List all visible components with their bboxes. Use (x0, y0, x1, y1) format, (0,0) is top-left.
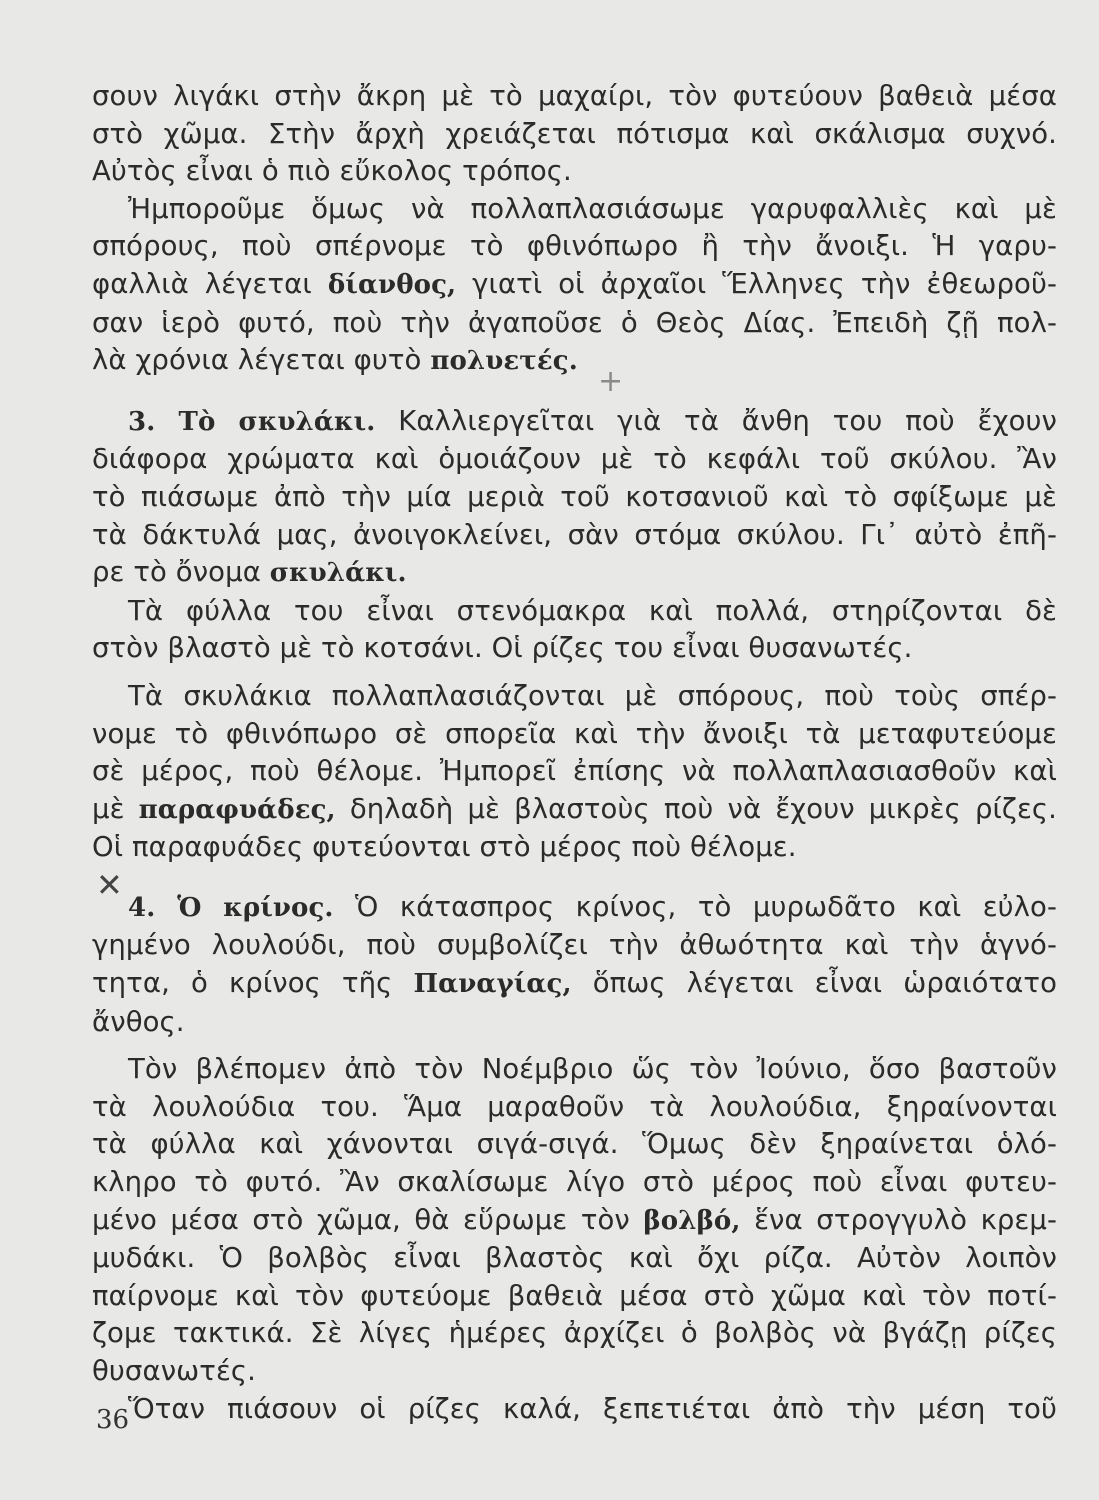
text-line: στὸ χῶμα. Στὴν ἄρχὴ χρειάζεται πότισμα καὶ σκάλισμα συχνό. (92, 117, 1057, 150)
text-line: ἄνθος. (92, 1005, 185, 1038)
text-line: σαν ἱερὸ φυτό, ποὺ τὴν ἀγαποῦσε ὁ Θεὸς Δίας. Ἐπειδὴ ζῇ πολ- (92, 306, 1057, 339)
text-segment: λὰ χρόνια λέγεται φυτὸ (92, 344, 422, 377)
bold-term: δίανθος, (327, 269, 457, 300)
text-line (92, 1202, 1057, 1241)
text-segment: δηλαδὴ μὲ βλαστοὺς ποὺ νὰ ἔχουν μικρὲς ρίζες. (349, 792, 1058, 825)
text-line: παίρνομε καὶ τὸν φυτεύομε βαθειὰ μέσα στὸ χῶμα καὶ τὸν ποτί- (92, 1279, 1057, 1312)
text-line: γημένο λουλούδι, ποὺ συμβολίζει τὴν ἀθωότητα καὶ τὴν ἁγνό- (92, 929, 1057, 962)
text-line (92, 889, 1057, 928)
text-line: τὰ φύλλα καὶ χάνονται σιγά-σιγά. Ὅμως δὲν ξηραίνεται ὁλό- (92, 1128, 1057, 1161)
bold-term: Παναγίας, (413, 969, 572, 1000)
text-line: μυδάκι. Ὁ βολβὸς εἶναι βλαστὸς καὶ ὄχι ρίζα. Αὐτὸν λοιπὸν (92, 1242, 1057, 1275)
bold-term: πολυετές. (430, 346, 578, 377)
text-line: τὰ δάκτυλά μας, ἀνοιγοκλείνει, σὰν στόμα σκύλου. Γι᾽ αὐτὸ ἐπῆ- (92, 518, 1057, 551)
text-line: στὸν βλαστὸ μὲ τὸ κοτσάνι. Οἱ ρίζες του εἶναι θυσανωτές. (92, 632, 913, 665)
text-line: Τὰ φύλλα του εἶναι στενόμακρα καὶ πολλά, στηρίζονται δὲ (128, 594, 1057, 627)
text-segment: μὲ (92, 792, 125, 825)
text-line: διάφορα χρώματα καὶ ὁμοιάζουν μὲ τὸ κεφάλι τοῦ σκύλου. Ἂν (92, 443, 1057, 476)
text-segment: ρε τὸ ὄνομα (92, 556, 261, 589)
text-segment: ἕνα στρογγυλὸ κρεμ- (754, 1203, 1058, 1236)
pencil-cross-mark: ✕ (96, 866, 123, 904)
text-line: σουν λιγάκι στὴν ἄκρη μὲ τὸ μαχαίρι, τὸν φυτεύουν βαθειὰ μέσα (92, 80, 1057, 112)
text-segment: Καλλιεργεῖται γιὰ τὰ ἄνθη του ποὺ ἔχουν (398, 404, 1057, 437)
page-text (92, 78, 1057, 1428)
text-line: Οἱ παραφυάδες φυτεύονται στὸ μέρος ποὺ θέλομε. (92, 831, 797, 864)
text-line: Τὰ σκυλάκια πολλαπλασιάζονται μὲ σπόρους, ποὺ τοὺς σπέρ- (128, 679, 1057, 712)
text-segment: Ὁ κάτασπρος κρίνος, τὸ μυρωδᾶτο καὶ εὐλο- (355, 890, 1058, 923)
text-line (92, 554, 1057, 593)
text-line: Τὸν βλέπομεν ἀπὸ τὸν Νοέμβριο ὥς τὸν Ἰούνιο, ὅσο βαστοῦν (128, 1053, 1057, 1086)
text-segment: τητα, ὁ κρίνος τῆς (92, 967, 393, 1000)
text-line: Ὅταν πιάσουν οἱ ρίζες καλά, ξεπετιέται ἀπὸ τὴν μέση τοῦ (128, 1392, 1057, 1425)
text-line: σπόρους, ποὺ σπέρνομε τὸ φθινόπωρο ἢ τὴν ἄνοιξι. Ἡ γαρυ- (92, 230, 1057, 263)
section-heading: 3. Τὸ σκυλάκι. (128, 406, 376, 437)
text-line: σὲ μέρος, ποὺ θέλομε. Ἠμπορεῖ ἐπίσης νὰ πολλαπλασιασθοῦν καὶ (92, 755, 1057, 788)
text-line (92, 965, 1057, 1004)
text-line: Αὐτὸς εἶναι ὁ πιὸ εὔκολος τρόπος. (92, 155, 572, 188)
text-line: θυσανωτές. (92, 1355, 256, 1387)
page-number: 36 (96, 1405, 130, 1435)
text-line (92, 342, 1057, 381)
text-line (92, 266, 1057, 305)
bold-term: βολβό, (643, 1205, 741, 1236)
text-line: νομε τὸ φθινόπωρο σὲ σπορεῖα καὶ τὴν ἄνοιξι τὰ μεταφυτεύομε (92, 717, 1057, 750)
text-line: τὰ λουλούδια του. Ἅμα μαραθοῦν τὰ λουλούδια, ξηραίνονται (92, 1090, 1057, 1123)
bold-term: σκυλάκι. (269, 558, 407, 589)
text-segment: γιατὶ οἱ ἀρχαῖοι Ἕλληνες τὴν ἐθεωροῦ- (472, 267, 1057, 300)
text-segment: ὅπως λέγεται εἶναι ὡραιότατο (592, 967, 1057, 1000)
text-line: κληρο τὸ φυτό. Ἂν σκαλίσωμε λίγο στὸ μέρος ποὺ εἶναι φυτευ- (92, 1166, 1057, 1199)
text-line (92, 791, 1057, 830)
text-line: ζομε τακτικά. Σὲ λίγες ἡμέρες ἀρχίζει ὁ βολβὸς νὰ βγάζῃ ρίζες (92, 1317, 1057, 1350)
text-segment: φαλλιὰ λέγεται (92, 267, 312, 300)
bold-term: παραφυάδες, (138, 794, 336, 825)
section-heading: 4. Ὁ κρίνος. (128, 892, 334, 923)
text-segment: μένο μέσα στὸ χῶμα, θὰ εὕρωμε τὸν (92, 1203, 630, 1236)
text-line: Ἠμποροῦμε ὅμως νὰ πολλαπλασιάσωμε γαρυφαλλιὲς καὶ μὲ (128, 192, 1057, 225)
text-line: τὸ πιάσωμε ἀπὸ τὴν μία μεριὰ τοῦ κοτσανιοῦ καὶ τὸ σφίξωμε μὲ (92, 480, 1057, 513)
pencil-plus-mark: + (598, 364, 624, 399)
text-line (92, 403, 1057, 442)
